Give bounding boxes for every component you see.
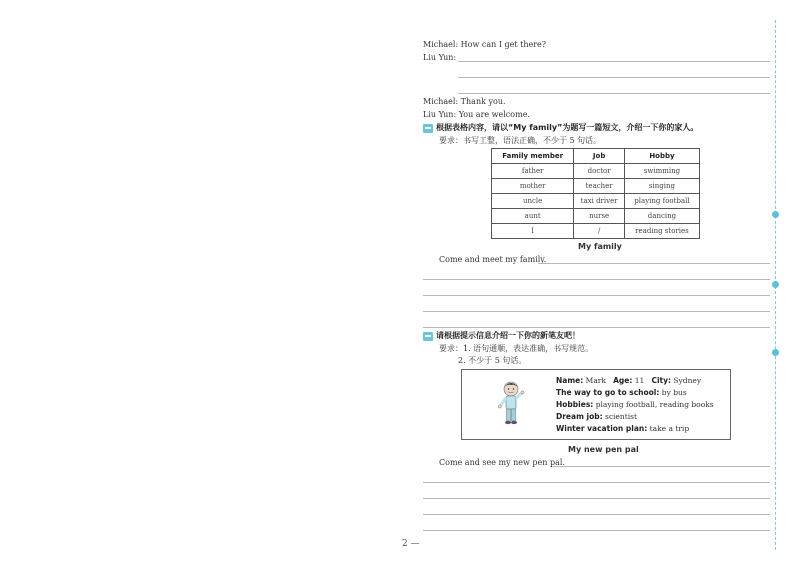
table-header-cell: Hobby xyxy=(624,149,699,164)
city-value: Sydney xyxy=(673,376,702,385)
table-cell: reading stories xyxy=(624,224,699,239)
hobbies-label: Hobbies: xyxy=(556,400,594,409)
writing-line[interactable] xyxy=(423,279,770,280)
writing-line[interactable] xyxy=(423,311,770,312)
essay-title-my-new-pen-pal: My new pen pal xyxy=(568,445,639,454)
section1-instruction: 根据表格内容，请以“My family”为题写一篇短文，介绍一下你的家人。 xyxy=(436,123,699,132)
card-line-hobbies xyxy=(556,400,714,409)
answer-line[interactable] xyxy=(458,77,770,78)
dialogue-line-liu-yun-speaker: Liu Yun: xyxy=(423,53,457,62)
table-row xyxy=(492,164,700,179)
section-number-badge xyxy=(423,124,433,133)
card-line-name-age-city xyxy=(556,376,701,385)
hobbies-value: playing football, reading books xyxy=(595,400,714,409)
winter-plan-value: take a trip xyxy=(649,424,690,433)
writing-line[interactable] xyxy=(423,327,770,328)
writing-line[interactable] xyxy=(423,482,770,483)
answer-line[interactable] xyxy=(458,93,770,94)
card-line-way-to-school xyxy=(556,388,687,397)
binding-hole-marker xyxy=(772,349,779,356)
writing-line[interactable] xyxy=(423,498,770,499)
family-table xyxy=(491,148,700,239)
table-header-cell: Family member xyxy=(492,149,574,164)
age-label: Age: xyxy=(613,376,633,385)
table-row xyxy=(492,209,700,224)
table-cell: father xyxy=(492,164,574,179)
card-line-winter-plan xyxy=(556,424,689,433)
school-label: The way to go to school: xyxy=(556,388,660,397)
dialogue-line-michael-thanks: Michael: Thank you. xyxy=(423,97,506,106)
table-cell: mother xyxy=(492,179,574,194)
dialogue-line-liu-yun-welcome: Liu Yun: You are welcome. xyxy=(423,110,530,119)
table-row xyxy=(492,224,700,239)
table-row xyxy=(492,194,700,209)
name-label: Name: xyxy=(556,376,584,385)
table-cell: nurse xyxy=(574,209,625,224)
essay-title-my-family: My family xyxy=(578,242,622,251)
writing-line[interactable] xyxy=(553,466,770,467)
age-value: 11 xyxy=(634,376,645,385)
boy-illustration xyxy=(496,381,526,427)
table-cell: / xyxy=(574,224,625,239)
section2-requirement-2: 2. 不少于 5 句话。 xyxy=(458,356,527,365)
dream-job-value: scientist xyxy=(604,412,637,421)
writing-line[interactable] xyxy=(423,530,770,531)
essay-start-pen-pal: Come and see my new pen pal. xyxy=(439,458,565,467)
table-header-row xyxy=(492,149,700,164)
page-number: 2 — xyxy=(402,539,420,549)
writing-line[interactable] xyxy=(423,514,770,515)
table-cell: swimming xyxy=(624,164,699,179)
table-cell: uncle xyxy=(492,194,574,209)
table-cell: taxi driver xyxy=(574,194,625,209)
writing-line[interactable] xyxy=(538,263,770,264)
writing-line[interactable] xyxy=(423,295,770,296)
table-header-cell: Job xyxy=(574,149,625,164)
table-cell: doctor xyxy=(574,164,625,179)
table-cell: playing football xyxy=(624,194,699,209)
dream-job-label: Dream job: xyxy=(556,412,603,421)
card-line-dream-job xyxy=(556,412,637,421)
table-cell: I xyxy=(492,224,574,239)
section-number-badge xyxy=(423,332,433,341)
section2-instruction: 请根据提示信息介绍一下你的新笔友吧！ xyxy=(436,331,580,340)
section1-requirement: 要求：书写工整，语法正确，不少于 5 句话。 xyxy=(439,136,602,145)
table-cell: teacher xyxy=(574,179,625,194)
binding-hole-marker xyxy=(772,281,779,288)
city-label: City: xyxy=(651,376,671,385)
pen-pal-info-card xyxy=(461,369,731,440)
table-cell: singing xyxy=(624,179,699,194)
table-cell: aunt xyxy=(492,209,574,224)
winter-plan-label: Winter vacation plan: xyxy=(556,424,648,433)
table-cell: dancing xyxy=(624,209,699,224)
table-row xyxy=(492,179,700,194)
dialogue-line-michael-question: Michael: How can I get there? xyxy=(423,40,547,49)
section2-requirement-1: 要求：1. 语句通顺，表达准确，书写规范。 xyxy=(439,344,594,353)
binding-hole-marker xyxy=(772,211,779,218)
name-value: Mark xyxy=(585,376,606,385)
answer-line[interactable] xyxy=(458,61,770,62)
school-value: by bus xyxy=(661,388,687,397)
essay-start-my-family: Come and meet my family. xyxy=(439,255,547,264)
